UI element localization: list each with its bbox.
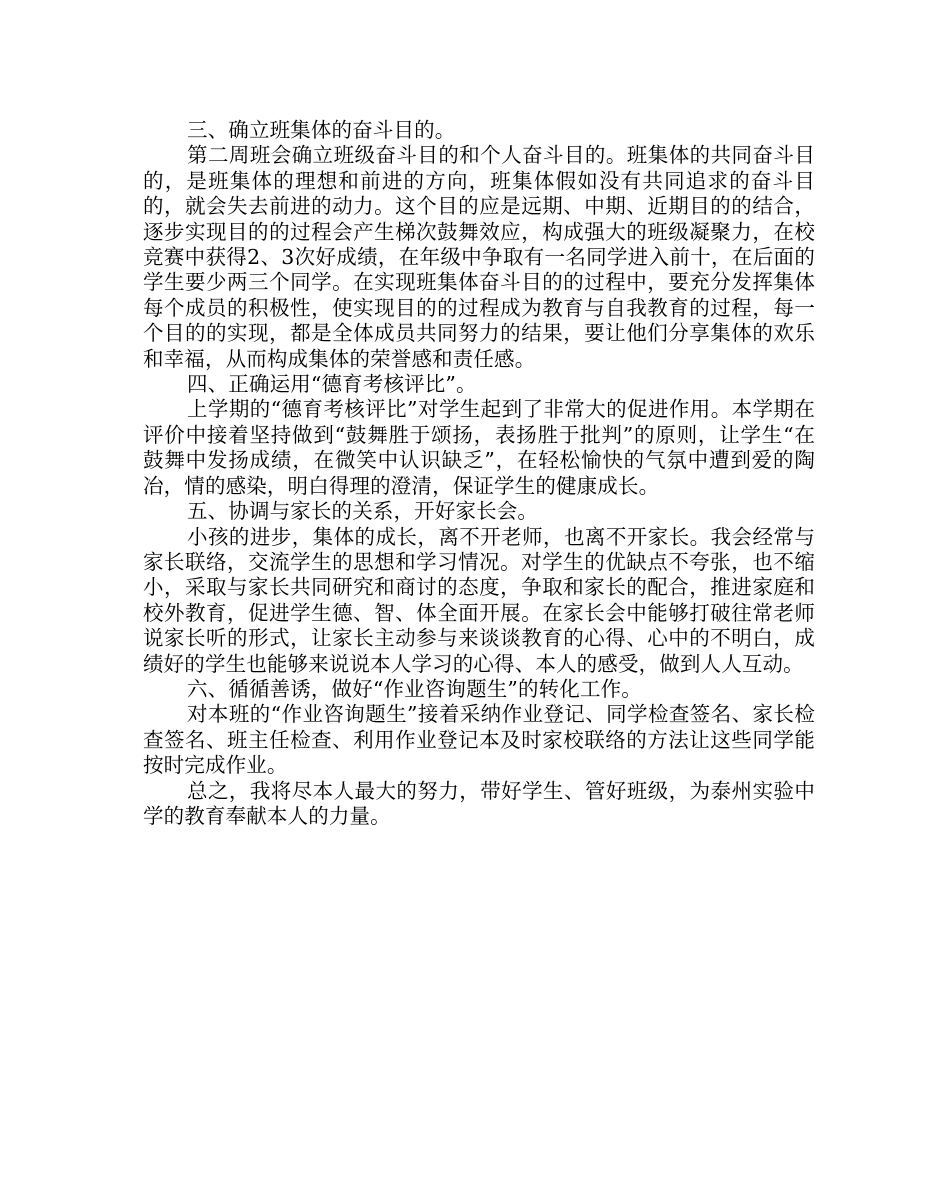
paragraph-goals: 第二周班会确立班级奋斗目的和个人奋斗目的。班集体的共同奋斗目的，是班集体的理想和前进的方向，班集体假如没有共同追求的奋斗目的，就会失去前进的动力。这个目的应是远期、中期、近期目的的结合，逐步实现目的的过程会产生梯次鼓舞效应，构成强大的班级凝聚力，在校竞赛中获得2、3次好成绩，在年级中争取有一名同学进入前十，在后面的学生要少两三个同学。在实现班集体奋斗目的的过程中，要充分发挥集体每个成员的积极性，使实现目的的过程成为教育与自我教育的过程，每一个目的的实现，都是全体成员共同努力的结果，要让他们分享集体的欢乐和幸福，从而构成集体的荣誉感和责任感。	[143, 143, 815, 371]
section-heading-homework: 六、循循善诱，做好“作业咨询题生”的转化工作。	[187, 676, 642, 701]
paragraph-homework: 对本班的“作业咨询题生”接着采纳作业登记、同学检查签名、家长检查签名、班主任检查、利用作业登记本及时家校联络的方法让这些同学能按时完成作业。	[143, 702, 815, 778]
section-heading-goals: 三、确立班集体的奋斗目的。	[187, 118, 456, 142]
section-heading-moral-evaluation: 四、正确运用“德育考核评比”。	[187, 372, 477, 397]
paragraph-conclusion: 总之，我将尽本人最大的努力，带好学生、管好班级，为泰州实验中学的教育奉献本人的力量。	[143, 778, 815, 828]
paragraph-moral-evaluation: 上学期的“德育考核评比”对学生起到了非常大的促进作用。本学期在评价中接着坚持做到“鼓舞胜于颂扬，表扬胜于批判”的原则，让学生“在鼓舞中发扬成绩，在微笑中认识缺乏”，在轻松愉快的气氛中遭到爱的陶冶，情的感染，明白得理的澄清，保证学生的健康成长。	[143, 397, 815, 498]
section-heading-parents: 五、协调与家长的关系，开好家长会。	[187, 499, 539, 524]
paragraph-parents: 小孩的进步，集体的成长，离不开老师，也离不开家长。我会经常与家长联络，交流学生的思想和学习情况。对学生的优缺点不夸张，也不缩小，采取与家长共同研究和商讨的态度，争取和家长的配合，推进家庭和校外教育，促进学生德、智、体全面开展。在家长会中能够打破往常老师说家长听的形式，让家长主动参与来谈谈教育的心得、心中的不明白，成绩好的学生也能够来说说本人学习的心得、本人的感受，做到人人互动。	[143, 524, 815, 676]
document-body	[143, 118, 815, 829]
